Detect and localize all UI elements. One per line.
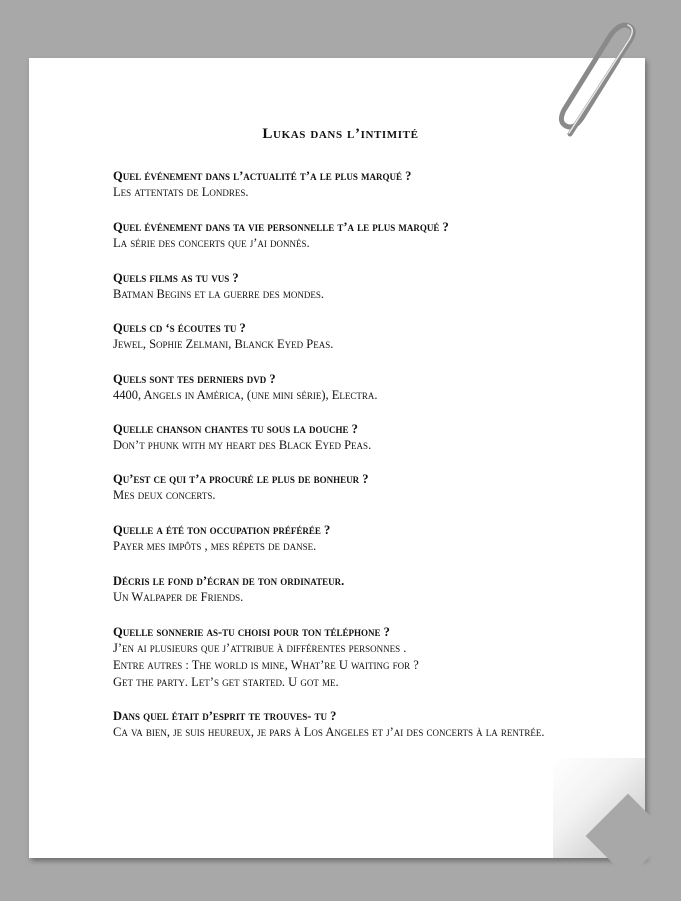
qa-item xyxy=(113,219,603,252)
qa-item xyxy=(113,522,603,555)
question: Quels cd ‘s écoutes tu ? xyxy=(113,321,246,335)
question: Quel événement dans l’actualité t’a le plus marqué ? xyxy=(113,169,412,183)
qa-item xyxy=(113,270,603,303)
answer: J’en ai plusieurs que j’attribue à différentes personnes . xyxy=(113,641,407,655)
question: Quelle a été ton occupation préférée ? xyxy=(113,523,331,537)
answer: 4400, Angels in América, (une mini série), Electra. xyxy=(113,388,378,402)
qa-item xyxy=(113,371,603,404)
answer: Ca va bien, je suis heureux, je pars à Los Angeles et j’ai des concerts à la rentrée. xyxy=(113,725,545,739)
qa-item xyxy=(113,421,603,454)
question: Quels films as tu vus ? xyxy=(113,271,239,285)
answer: Batman Begins et la guerre des mondes. xyxy=(113,287,325,301)
question: Qu’est ce qui t’a procuré le plus de bonheur ? xyxy=(113,472,369,486)
qa-item xyxy=(113,573,603,606)
answer: Jewel, Sophie Zelmani, Blanck Eyed Peas. xyxy=(113,337,334,351)
qa-item xyxy=(113,168,603,201)
answer: Payer mes impôts , mes répets de danse. xyxy=(113,539,317,553)
answer: La série des concerts que j’ai donnés. xyxy=(113,236,310,250)
qa-item xyxy=(113,471,603,504)
qa-item xyxy=(113,320,603,353)
question: Quels sont tes derniers dvd ? xyxy=(113,372,276,386)
answer: Don’t phunk with my heart des Black Eyed Peas. xyxy=(113,438,372,452)
question: Décris le fond d’écran de ton ordinateur. xyxy=(113,574,345,588)
question: Quelle chanson chantes tu sous la douche ? xyxy=(113,422,358,436)
answer: Entre autres : The world is mine, What’re U waiting for ? xyxy=(113,658,419,672)
page-title: Lukas dans l’intimité xyxy=(262,126,419,142)
question: Quel événement dans ta vie personnelle t’a le plus marqué ? xyxy=(113,220,449,234)
answer: Les attentats de Londres. xyxy=(113,185,249,199)
answer: Get the party. Let’s get started. U got me. xyxy=(113,675,339,689)
qa-item xyxy=(113,708,603,741)
qa-item xyxy=(113,624,603,691)
answer: Un Walpaper de Friends. xyxy=(113,590,244,604)
question: Quelle sonnerie as-tu choisi pour ton téléphone ? xyxy=(113,625,390,639)
question: Dans quel était d’esprit te trouves- tu ? xyxy=(113,709,337,723)
answer: Mes deux concerts. xyxy=(113,488,216,502)
